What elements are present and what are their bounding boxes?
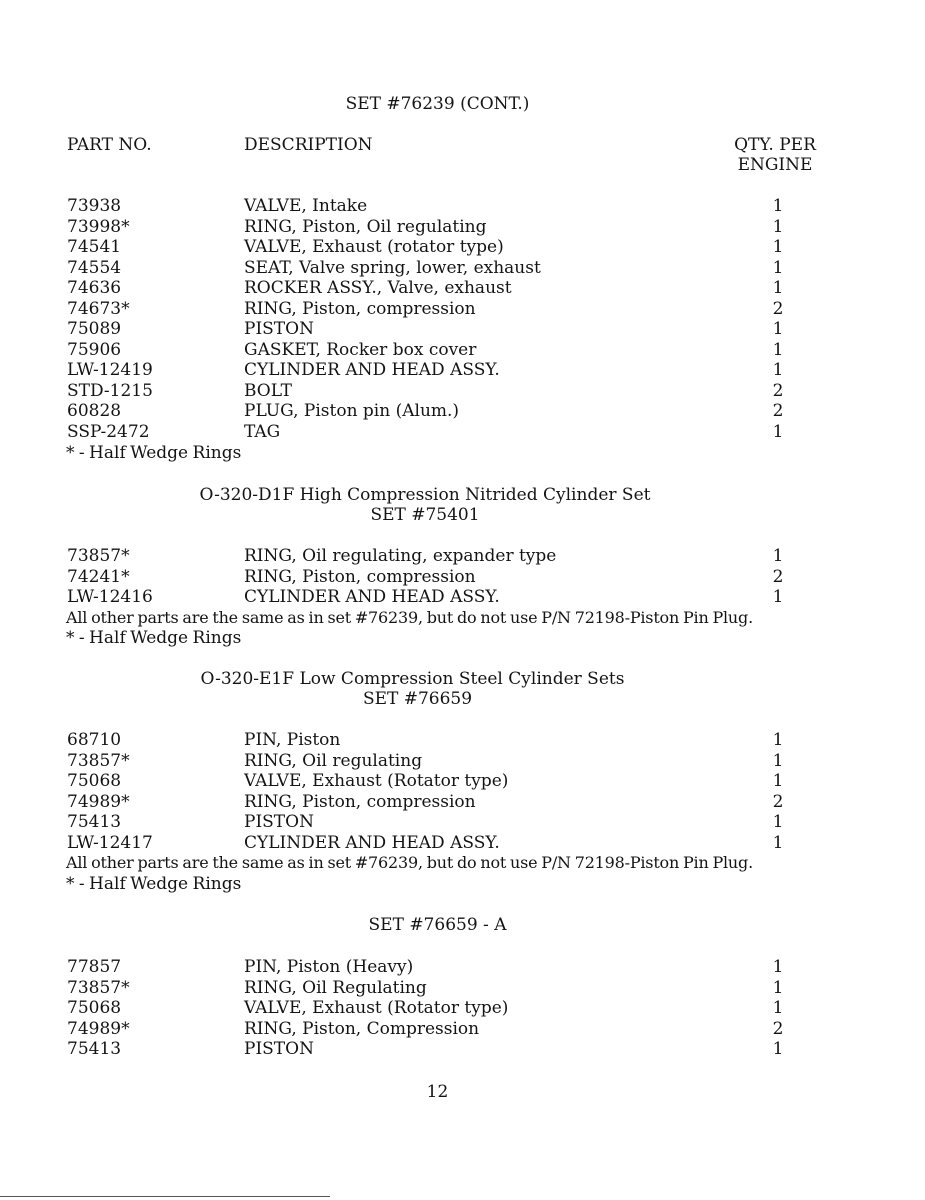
- table-row: [0, 401, 925, 422]
- note-other-parts: All other parts are the same as in set #76239, but do not use P/N 72198-Piston Pin Plug.: [66, 608, 753, 627]
- bottom-rule: [0, 1196, 330, 1197]
- table-row: [0, 319, 925, 340]
- part-number: 75068: [67, 998, 122, 1018]
- part-description: BOLT: [244, 380, 292, 401]
- part-qty: 1: [772, 257, 784, 278]
- part-qty: 1: [772, 216, 784, 237]
- part-description: PISTON: [244, 1039, 314, 1059]
- part-description: RING, Piston, compression: [244, 298, 476, 319]
- part-number: LW-12417: [67, 832, 153, 853]
- part-number: 73857*: [67, 977, 130, 998]
- part-number: 73998*: [67, 216, 130, 237]
- part-description: RING, Oil regulating: [244, 750, 423, 771]
- part-qty: 1: [772, 546, 784, 566]
- part-qty: 1: [772, 278, 784, 298]
- part-description: ROCKER ASSY., Valve, exhaust: [244, 278, 512, 298]
- table-row: [0, 278, 925, 299]
- footnote-half-wedge: * - Half Wedge Rings: [66, 874, 242, 894]
- page-title: SET #76239 (CONT.): [345, 94, 530, 114]
- part-qty: 2: [772, 566, 784, 587]
- part-description: RING, Piston, compression: [244, 791, 476, 812]
- part-description: TAG: [244, 421, 281, 442]
- set-76659-table: [0, 730, 925, 853]
- section-heading-e1f: O-320-E1F Low Compression Steel Cylinder Sets: [200, 669, 625, 689]
- part-number: 73938: [67, 196, 122, 216]
- part-qty: 2: [772, 401, 784, 421]
- section-heading-set-76659: SET #76659: [362, 689, 473, 709]
- part-qty: 1: [772, 977, 784, 998]
- table-row: [0, 217, 925, 238]
- part-number: LW-12419: [67, 360, 153, 380]
- section-heading-d1f: O-320-D1F High Compression Nitrided Cylinder Set: [199, 485, 651, 505]
- part-number: 75068: [67, 771, 122, 791]
- table-row: [0, 1019, 925, 1040]
- section-heading-set-75401: SET #75401: [370, 505, 480, 525]
- set-75401-table: [0, 546, 925, 608]
- part-description: CYLINDER AND HEAD ASSY.: [244, 587, 500, 607]
- part-qty: 1: [772, 771, 784, 791]
- part-number: SSP-2472: [67, 421, 150, 442]
- part-description: CYLINDER AND HEAD ASSY.: [244, 832, 500, 853]
- part-qty: 1: [772, 730, 784, 750]
- part-description: PIN, Piston: [244, 730, 341, 750]
- header-part-no: PART NO.: [67, 135, 152, 155]
- part-qty: 1: [772, 587, 784, 607]
- footnote-half-wedge: * - Half Wedge Rings: [66, 443, 242, 463]
- set-76239-table: [0, 196, 925, 442]
- table-row: [0, 258, 925, 279]
- part-description: RING, Oil Regulating: [244, 977, 427, 998]
- part-description: PIN, Piston (Heavy): [244, 957, 414, 977]
- part-qty: 2: [772, 791, 784, 812]
- part-number: 75413: [67, 1039, 122, 1059]
- part-qty: 2: [772, 380, 784, 401]
- part-number: 74241*: [67, 566, 130, 587]
- part-description: RING, Piston, Compression: [244, 1018, 480, 1039]
- part-qty: 1: [772, 957, 784, 977]
- set-76659-a-table: [0, 957, 925, 1060]
- table-row: [0, 299, 925, 320]
- part-number: 74636: [67, 278, 122, 298]
- table-row: [0, 751, 925, 772]
- part-number: 74673*: [67, 298, 130, 319]
- table-row: [0, 998, 925, 1019]
- part-description: PISTON: [244, 319, 314, 339]
- table-row: [0, 196, 925, 217]
- table-row: [0, 546, 925, 567]
- part-description: GASKET, Rocker box cover: [244, 339, 477, 360]
- table-row: [0, 567, 925, 588]
- page-number: 12: [426, 1082, 449, 1102]
- section-heading-set-76659-a: SET #76659 - A: [368, 915, 507, 935]
- table-row: [0, 422, 925, 443]
- part-number: 75413: [67, 812, 122, 832]
- table-row: [0, 792, 925, 813]
- table-row: [0, 1039, 925, 1060]
- part-description: VALVE, Exhaust (rotator type): [244, 237, 504, 257]
- part-description: CYLINDER AND HEAD ASSY.: [244, 360, 500, 380]
- part-qty: 2: [772, 1018, 784, 1039]
- part-description: SEAT, Valve spring, lower, exhaust: [244, 257, 541, 278]
- part-number: 77857: [67, 957, 122, 977]
- part-number: 68710: [67, 730, 122, 750]
- part-qty: 1: [772, 319, 784, 339]
- part-number: 74989*: [67, 791, 130, 812]
- table-row: [0, 381, 925, 402]
- part-number: 73857*: [67, 546, 130, 566]
- table-row: [0, 730, 925, 751]
- part-number: LW-12416: [67, 587, 153, 607]
- part-description: PISTON: [244, 812, 314, 832]
- part-qty: 1: [772, 196, 784, 216]
- part-qty: 1: [772, 750, 784, 771]
- part-description: VALVE, Exhaust (Rotator type): [244, 771, 509, 791]
- part-number: 74989*: [67, 1018, 130, 1039]
- table-row: [0, 833, 925, 854]
- part-description: VALVE, Intake: [244, 196, 368, 216]
- table-row: [0, 978, 925, 999]
- part-qty: 1: [772, 998, 784, 1018]
- part-description: RING, Piston, compression: [244, 566, 476, 587]
- part-qty: 1: [772, 832, 784, 853]
- note-other-parts: All other parts are the same as in set #76239, but do not use P/N 72198-Piston Pin Plug.: [66, 853, 753, 872]
- part-description: PLUG, Piston pin (Alum.): [244, 401, 460, 421]
- table-row: [0, 812, 925, 833]
- header-description: DESCRIPTION: [244, 135, 373, 155]
- part-number: 75906: [67, 339, 122, 360]
- table-row: [0, 360, 925, 381]
- footnote-half-wedge: * - Half Wedge Rings: [66, 628, 242, 648]
- part-number: 73857*: [67, 750, 130, 771]
- part-number: 74554: [67, 257, 122, 278]
- table-row: [0, 957, 925, 978]
- part-qty: 1: [772, 237, 784, 257]
- part-qty: 1: [772, 812, 784, 832]
- part-qty: 1: [772, 360, 784, 380]
- table-row: [0, 340, 925, 361]
- table-row: [0, 587, 925, 608]
- part-number: 75089: [67, 319, 122, 339]
- part-number: 74541: [67, 237, 122, 257]
- part-qty: 1: [772, 1039, 784, 1059]
- header-qty-per-engine: [700, 135, 850, 175]
- part-qty: 1: [772, 339, 784, 360]
- table-row: [0, 771, 925, 792]
- part-number: STD-1215: [67, 380, 153, 401]
- part-description: RING, Piston, Oil regulating: [244, 216, 487, 237]
- part-description: RING, Oil regulating, expander type: [244, 546, 557, 566]
- part-number: 60828: [67, 401, 122, 421]
- table-row: [0, 237, 925, 258]
- part-description: VALVE, Exhaust (Rotator type): [244, 998, 509, 1018]
- header-qty-line2: ENGINE: [737, 155, 813, 175]
- part-qty: 1: [772, 421, 784, 442]
- part-qty: 2: [772, 298, 784, 319]
- header-qty-line1: QTY. PER: [734, 135, 816, 155]
